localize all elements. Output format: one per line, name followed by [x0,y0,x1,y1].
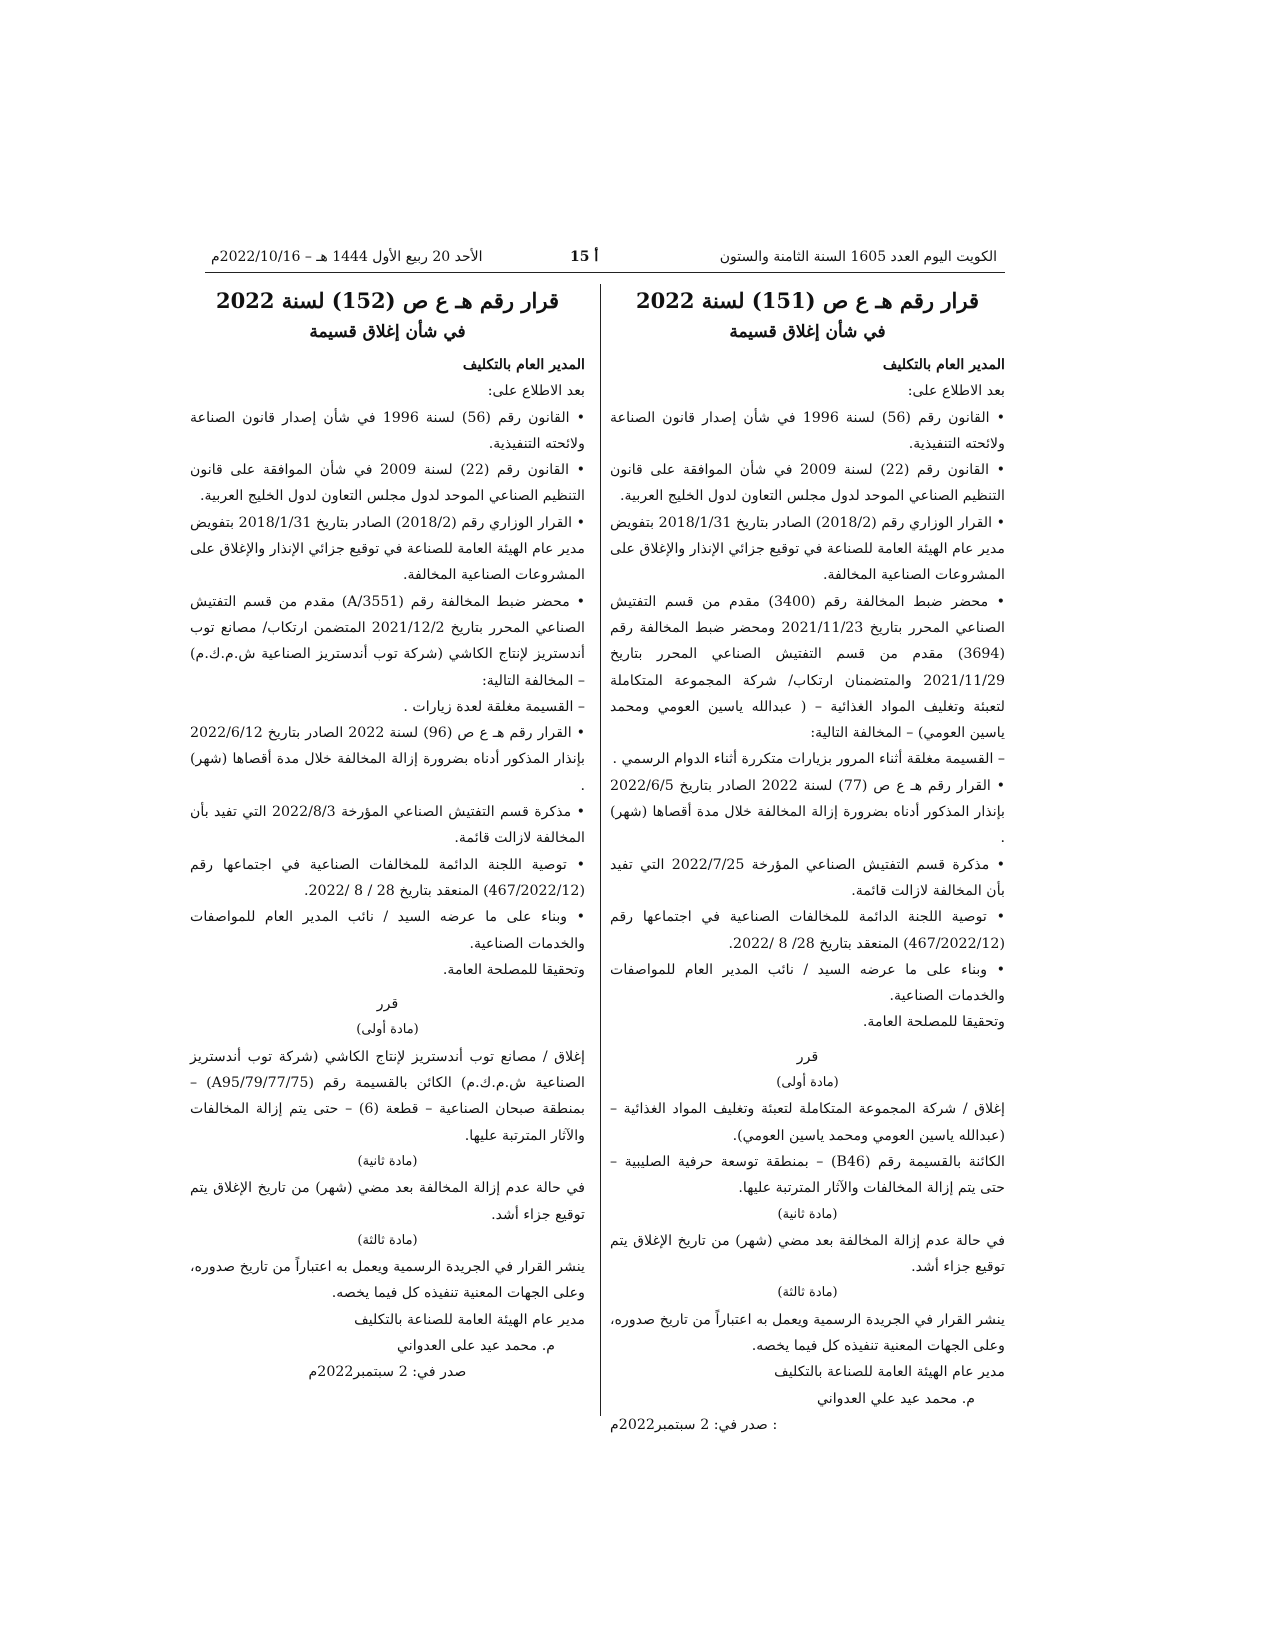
list-item: • القانون رقم (22) لسنة 2009 في شأن الموافقة على قانون التنظيم الصناعي الموحد لدول مجلس التعاون لدول الخليج العربية. [610,462,1005,505]
list-item: • القرار رقم هـ ع ص (96) لسنة 2022 الصادر بتاريخ 2022/6/12 بإنذار المذكور أدناه بضرورة إزالة المخالفة خلال مدة أقصاها (شهر) . [190,725,585,794]
article-2-text: في حالة عدم إزالة المخالفة بعد مضي (شهر) من تاريخ الإغلاق يتم توقيع جزاء أشد. [610,1232,1005,1276]
list-item: • مذكرة قسم التفتيش الصناعي المؤرخة 2022/8/3 التي تفيد بأن المخالفة لازالت قائمة. [190,804,585,847]
decision-152 [190,286,585,1386]
signatory-title: مدير عام الهيئة العامة للصناعة بالتكليف [354,1311,585,1328]
article-2-label: (مادة ثانية) [777,1206,838,1222]
article-2-text: في حالة عدم إزالة المخالفة بعد مضي (شهر) من تاريخ الإغلاق يتم توقيع جزاء أشد. [190,1180,585,1223]
journal-issue: الكويت اليوم العدد 1605 السنة الثامنة والستون [719,249,997,265]
list-item: • وبناء على ما عرضه السيد / نائب المدير العام للمواصفات والخدمات الصناعية. [190,909,585,952]
decision-title: قرار رقم هـ ع ص (151) لسنة 2022 [636,288,979,313]
decided-heading: قرر [376,996,399,1013]
list-item: • القرار الوزاري رقم (2018/2) الصادر بتاريخ 2018/1/31 بتفويض مدير عام الهيئة العامة للصناعة في توقيع جزائي الإنذار والإغلاق على المشروعات الصناعية المخالفة. [610,514,1005,584]
signatory-name: م. محمد عيد على العدواني [396,1337,555,1354]
list-item: وتحقيقا للمصلحة العامة. [862,1014,1005,1031]
list-item: • القانون رقم (22) لسنة 2009 في شأن الموافقة على قانون التنظيم الصناعي الموحد لدول مجلس التعاون لدول الخليج العربية. [190,462,585,505]
list-item: وتحقيقا للمصلحة العامة. [442,961,585,978]
intro: بعد الاطلاع على: [907,383,1005,400]
issued-date: صدر في: 2 سبتمبر2022م [308,1364,467,1381]
decision-title: قرار رقم هـ ع ص (152) لسنة 2022 [216,288,559,313]
list-item: • توصية اللجنة الدائمة للمخالفات الصناعية في اجتماعها رقم (467/2022/12) المنعقد بتاريخ 28/ 8 /2022. [610,909,1005,952]
article-1-text: إغلاق / مصانع توب أندستريز لإنتاج الكاشي (شركة توب أندستريز الصناعية ش.م.ك.م) الكائن بالقسيمة رقم (A95/79/77/75) – بمنطقة صبحان الصناعية – قطعة (6) – حتى يتم إزالة المخالفات والآثار المترتبة عليها. [190,1048,585,1144]
list-item: • وبناء على ما عرضه السيد / نائب المدير العام للمواصفات والخدمات الصناعية. [610,961,1005,1005]
list-item: • القانون رقم (56) لسنة 1996 في شأن إصدار قانون الصناعة ولائحته التنفيذية. [190,409,585,452]
issued-date: : صدر في: 2 سبتمبر2022م [610,1416,778,1433]
decided-heading: قرر [796,1048,819,1065]
list-item: – القسيمة مغلقة لعدة زيارات . [403,698,585,715]
list-item: • محضر ضبط المخالفة رقم (3551/A) مقدم من قسم التفتيش الصناعي المحرر بتاريخ 2021/12/2 المتضمن ارتكاب/ مصانع توب أندستريز لإنتاج الكاشي (شركة توب أندستريز الصناعية ش.م.ك.م) – المخالفة التالية: [190,593,585,689]
issuer: المدير العام بالتكليف [462,357,585,373]
column-divider [600,284,601,1416]
list-item: • محضر ضبط المخالفة رقم (3400) مقدم من قسم التفتيش الصناعي المحرر بتاريخ 2021/11/23 ومحضر ضبط المخالفة رقم (3694) مقدم من قسم التفتيش الصناعي المحرر بتاريخ 2021/11/29 والمتضمنان ارتكاب/ شركة المجموعة المتكاملة لتعبئة وتغليف المواد الغذائية – ( عبدالله ياسين العومي ومحمد ياسين العومي) – المخالفة التالية: [610,593,1005,742]
article-1-text-2: الكائنة بالقسيمة رقم (B46) – بمنطقة توسعة حرفية الصليبية – حتى يتم إزالة المخالفات والآثار المترتبة عليها. [610,1153,1006,1197]
article-1-label: (مادة أولى) [776,1075,839,1091]
signatory-title: مدير عام الهيئة العامة للصناعة بالتكليف [774,1364,1005,1381]
article-3-text: ينشر القرار في الجريدة الرسمية ويعمل به اعتباراً من تاريخ صدوره، وعلى الجهات المعنية تنفيذه كل فيما يخصه. [190,1259,585,1302]
article-3-text: ينشر القرار في الجريدة الرسمية ويعمل به اعتباراً من تاريخ صدوره، وعلى الجهات المعنية تنفيذه كل فيما يخصه. [610,1311,1005,1354]
article-1-label: (مادة أولى) [356,1022,419,1038]
list-item: • توصية اللجنة الدائمة للمخالفات الصناعية في اجتماعها رقم (467/2022/12) المنعقد بتاريخ 28 / 8 /2022. [190,856,585,899]
list-item: • القرار الوزاري رقم (2018/2) الصادر بتاريخ 2018/1/31 بتفويض مدير عام الهيئة العامة للصناعة في توقيع جزائي الإنذار والإغلاق على المشروعات الصناعية المخالفة. [190,514,585,584]
article-1-text: إغلاق / شركة المجموعة المتكاملة لتعبئة وتغليف المواد الغذائية – (عبدالله ياسين العومي ومحمد ياسين العومي). [610,1101,1005,1144]
list-item: • مذكرة قسم التفتيش الصناعي المؤرخة 2022/7/25 التي تفيد بأن المخالفة لازالت قائمة. [610,856,1005,899]
decision-151 [610,286,1005,1438]
issuer: المدير العام بالتكليف [882,357,1005,373]
page-header [205,246,1005,273]
list-item: • القرار رقم هـ ع ص (77) لسنة 2022 الصادر بتاريخ 2022/6/5 بإنذار المذكور أدناه بضرورة إزالة المخالفة خلال مدة أقصاها (شهر) . [610,777,1006,847]
issue-date: الأحد 20 ربيع الأول 1444 هـ – 2022/10/16م [211,249,483,265]
page-number: أ 15 [570,249,599,265]
decision-subtitle: في شأن إغلاق قسيمة [729,322,886,342]
article-2-label: (مادة ثانية) [357,1153,418,1169]
decision-subtitle: في شأن إغلاق قسيمة [309,322,466,342]
signatory-name: م. محمد عيد علي العدواني [816,1390,975,1407]
list-item: – القسيمة مغلقة أثناء المرور بزيارات متكررة أثناء الدوام الرسمي . [612,751,1005,768]
article-3-label: (مادة ثالثة) [777,1285,838,1301]
list-item: • القانون رقم (56) لسنة 1996 في شأن إصدار قانون الصناعة ولائحته التنفيذية. [610,409,1005,452]
intro: بعد الاطلاع على: [487,383,585,400]
article-3-label: (مادة ثالثة) [357,1232,418,1248]
